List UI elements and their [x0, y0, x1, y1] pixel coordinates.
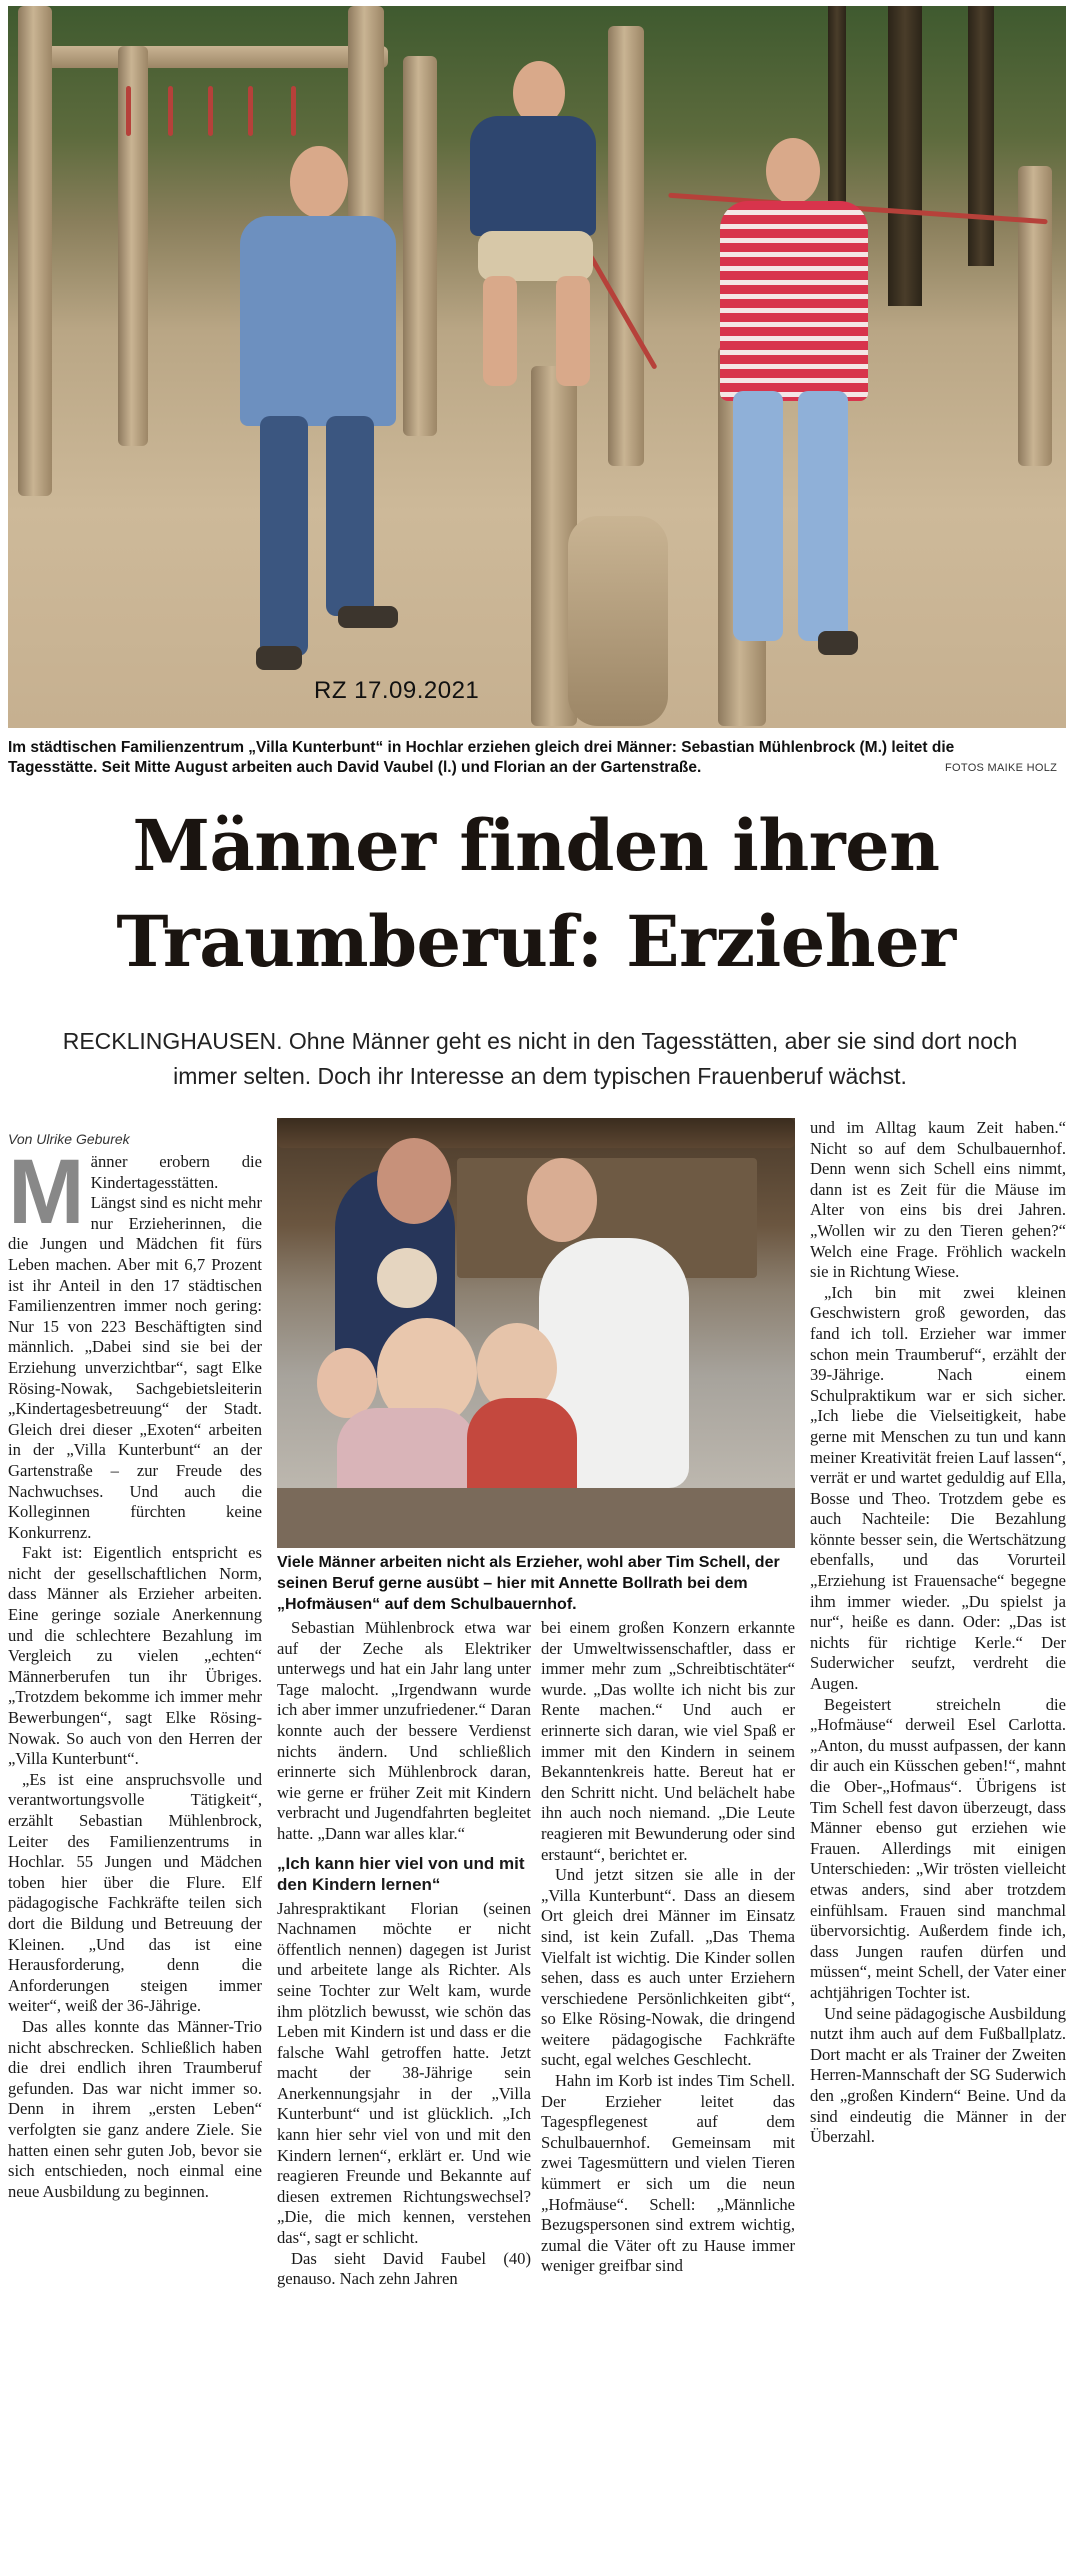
paragraph: Und seine pädagogische Ausbildung nutzt ihm auch auf dem Fußballplatz. Dort macht er als Trainer der Zweiten Herren-Mannschaft der SG Suderwich den „großen Kindern“ Beine. Und da sind eindeutig die Männer in der Überzahl.: [810, 2003, 1066, 2147]
paragraph: Hahn im Korb ist indes Tim Schell. Der Erzieher leitet das Tagespflegenest auf dem Schulbauernhof. Gemeinsam mit zwei Tagesmüttern und vielen Tieren kümmert er sich um die neun „Hofmäuse“. Schell: „Männliche Bezugspersonen sind extrem wichtig, zumal die Väter oft zu Hause immer weniger greifbar sind: [541, 2071, 795, 2276]
lead-paragraph: RECKLINGHAUSEN. Ohne Männer geht es nicht in den Tagesstätten, aber sie sind dort noch immer selten. Doch ihr Interesse an dem typischen Frauenberuf wächst.: [62, 1028, 1018, 1089]
paragraph: Fakt ist: Eigentlich entspricht es nicht der gesellschaftlichen Norm, dass Männer als Erzieher arbeiten. Eine geringe soziale Anerkennung und die schlechtere Bezahlung im Vergleich zu vielen „echten“ Männerberufen tun ihr Übriges. „Trotzdem bekomme ich immer mehr Bewerbungen“, sagt Elke Rösing-Nowak. So auch von den Herren der „Villa Kunterbunt“.: [8, 1543, 262, 1769]
article-column-3: [541, 1618, 795, 2277]
paragraph: „Es ist eine anspruchsvolle und verantwortungsvolle Tätigkeit“, erzählt Sebastian Mühlenbrock, Leiter des Familienzentrums in Hochlar. 55 Jungen und Mädchen toben hier über die Flure. Elf pädagogische Fachkräfte teilen sich dort die Bildung und Betreuung der Kleinen. „Und das ist eine Herausforderung, denn die Anforderungen steigen immer weiter“, weiß der 36-Jährige.: [8, 1769, 262, 2016]
paragraph: Männer erobern die Kindertagesstätten. Längst sind es nicht mehr nur Erzieherinnen, die die Jungen und Mädchen fit fürs Leben machen. Aber mit 6,7 Prozent ist ihr Anteil in den 17 städtischen Familienzentren immer noch gering: Nur 15 von 223 Beschäftigten sind männlich. „Dabei sind sie bei der Erziehung unverzichtbar“, sagt Elke Rösing-Nowak, Sachgebietsleiterin „Kindertagesbetreuung“ der Stadt. Gleich drei dieser „Exoten“ arbeiten in der „Villa Kunterbunt“ an der Gartenstraße – zur Freude des Nachwuchses. Und auch die Kolleginnen fürchten keine Konkurrenz.: [8, 1141, 262, 1542]
paragraph: Und jetzt sitzen sie alle in der „Villa Kunterbunt“. Dass an diesem Ort gleich drei Männer im Einsatz sind, ist kein Zufall. „Das Thema Vielfalt ist wichtig. Die Kinder sollen sehen, dass es auch unter Erziehern verschiedene Persönlichkeiten gibt“, so Elke Rösing-Nowak, die dringend weitere pädagogische Fachkräfte sucht, egal welches Geschlecht.: [541, 1865, 795, 2070]
paragraph: Jahrespraktikant Florian (seinen Nachnamen möchte er nicht öffentlich nennen) dagegen ist Jurist und arbeitete lange als Richter. Als seine Tochter zur Welt kam, wurde ihm plötzlich bewusst, wie schön das Leben mit Kindern ist und dass er die falsche Wahl getroffen hatte. Jetzt macht der 38-Jährige sein Anerkennungsjahr in der „Villa Kunterbunt“ und ist glücklich. „Ich kann hier sehr viel von und mit den Kindern lernen“, erklärt er. Und wie reagieren Freunde und Bekannte auf diesen extremen Richtungswechsel? „Die, die mich kennen, verstehen das“, sagt er schlicht.: [277, 1898, 531, 2248]
byline: Von Ulrike Geburek: [8, 1131, 130, 1147]
mid-photo-caption: Viele Männer arbeiten nicht als Erzieher, wohl aber Tim Schell, der seinen Beruf gerne ausübt – hier mit Annette Bollrath bei dem „Hofmäusen“ auf dem Schulbauernhof.: [277, 1554, 780, 1613]
paragraph: und im Alltag kaum Zeit haben.“ Nicht so auf dem Schulbauernhof. Denn wenn sich Schell eins nimmt, dann ist es Zeit für die Mäuse im Alter von eins bis drei Jahren. „Wollen wir zu den Tieren gehen?“ Welch eine Frage. Fröhlich wackeln sie in Richtung Wiese.: [810, 1118, 1066, 1282]
mid-photo: [277, 1118, 795, 1548]
headline-line-1: Männer finden ihren: [132, 804, 940, 887]
paragraph: Das sieht David Faubel (40) genauso. Nach zehn Jahren: [277, 2248, 531, 2289]
article-column-4: [810, 1118, 1066, 2148]
photo-caption: Im städtischen Familienzentrum „Villa Kunterbunt“ in Hochlar erziehen gleich drei Männer: Sebastian Mühlenbrock (M.) leitet die Tagesstätte. Seit Mitte August arbeiten auch David Vaubel (l.) und Florian an der Gartenstraße.: [8, 739, 955, 776]
article-column-2: [277, 1618, 531, 2290]
paragraph: Sebastian Mühlenbrock etwa war auf der Zeche als Elektriker unterwegs und hat ein Jahr lang unter Tage malocht. „Irgendwann wurde ich aber immer unzufriedener.“ Daran konnte auch der bessere Verdienst nichts ändern. Und schließlich erinnerte sich Mühlenbrock daran, wie gerne er früher Zeit mit Kindern verbracht und Jugendfahrten begleitet hatte. „Dann war alles klar.“: [277, 1618, 531, 1843]
paragraph: „Ich bin mit zwei kleinen Geschwistern groß geworden, das fand ich toll. Erzieher war immer schon mein Traumberuf“, erzählt der 39-Jährige. Nach einem Schulpraktikum war er sich sicher. „Ich liebe die Vielseitigkeit, habe gerne mit Menschen zu tun und kann meiner Kreativität freien Lauf lassen“, verrät er und wartet geduldig auf Ella, Bosse und Theo. Trotzdem gebe es auch Nachteile: Die Bezahlung könnte besser sein, die Wertschätzung ebenfalls, und das Vorurteil „Erziehung ist Frauensache“ begegne ihm immer wieder. „Du spielst ja nur“, heiße es dann. Oder: „Das ist nichts für richtige Kerle.“ Der Suderwicher seufzt, verdreht die Augen.: [810, 1282, 1066, 1694]
article-column-1: [8, 1130, 262, 2202]
headline-line-2: Traumberuf: Erzieher: [116, 900, 956, 983]
top-photo: [8, 6, 1066, 728]
date-stamp: RZ 17.09.2021: [314, 677, 480, 704]
photo-credit: FOTOS MAIKE HOLZ: [945, 762, 1058, 774]
paragraph: Begeistert streicheln die „Hofmäuse“ derweil Esel Carlotta. „Anton, du musst aufpassen, der kann dir auch ein Küsschen geben!“, mahnt die Ober-„Hofmaus“. Übrigens ist Tim Schell fest davon überzeugt, dass Männer ebenso gut erziehen wie Frauen. Allerdings mit einigen Unterschieden: „Wir trösten vielleicht etwas anders, sind aber trotzdem einfühlsam. Frauen sind manchmal übervorsichtig. Außerdem finde ich, dass Jungen raufen dürfen und müssen“, meint Schell, der Vater einer achtjährigen Tochter ist.: [810, 1694, 1066, 2002]
headline: [0, 798, 1072, 990]
drop-cap: M: [8, 1141, 85, 1243]
paragraph: Das alles konnte das Männer-Trio nicht abschrecken. Schließlich haben die drei endlich ihren Traumberuf gefunden. Das war nicht immer so. Denn in ihrem „ersten Leben“ verfolgten sie ganz andere Ziele. Sie hatten einen sehr guten Job, bevor sie sich entschieden, noch einmal eine neue Ausbildung zu beginnen.: [8, 2016, 262, 2201]
paragraph: bei einem großen Konzern erkannte der Umweltwissenschaftler, dass er immer mehr zum „Schreibtischtäter“ wurde. „Das wollte ich nicht bis zur Rente machen.“ Und auch er erinnerte sich daran, wie viel Spaß er immer mit den Kindern in seinem Bekanntenkreis hatte. Bereut hat er den Schritt nicht. Und belächelt habe ihn auch noch niemand. „Die Leute reagieren mit Bewunderung oder sind erstaunt“, berichtet er.: [541, 1618, 795, 1864]
subheading: „Ich kann hier viel von und mit den Kindern lernen“: [277, 1853, 525, 1894]
